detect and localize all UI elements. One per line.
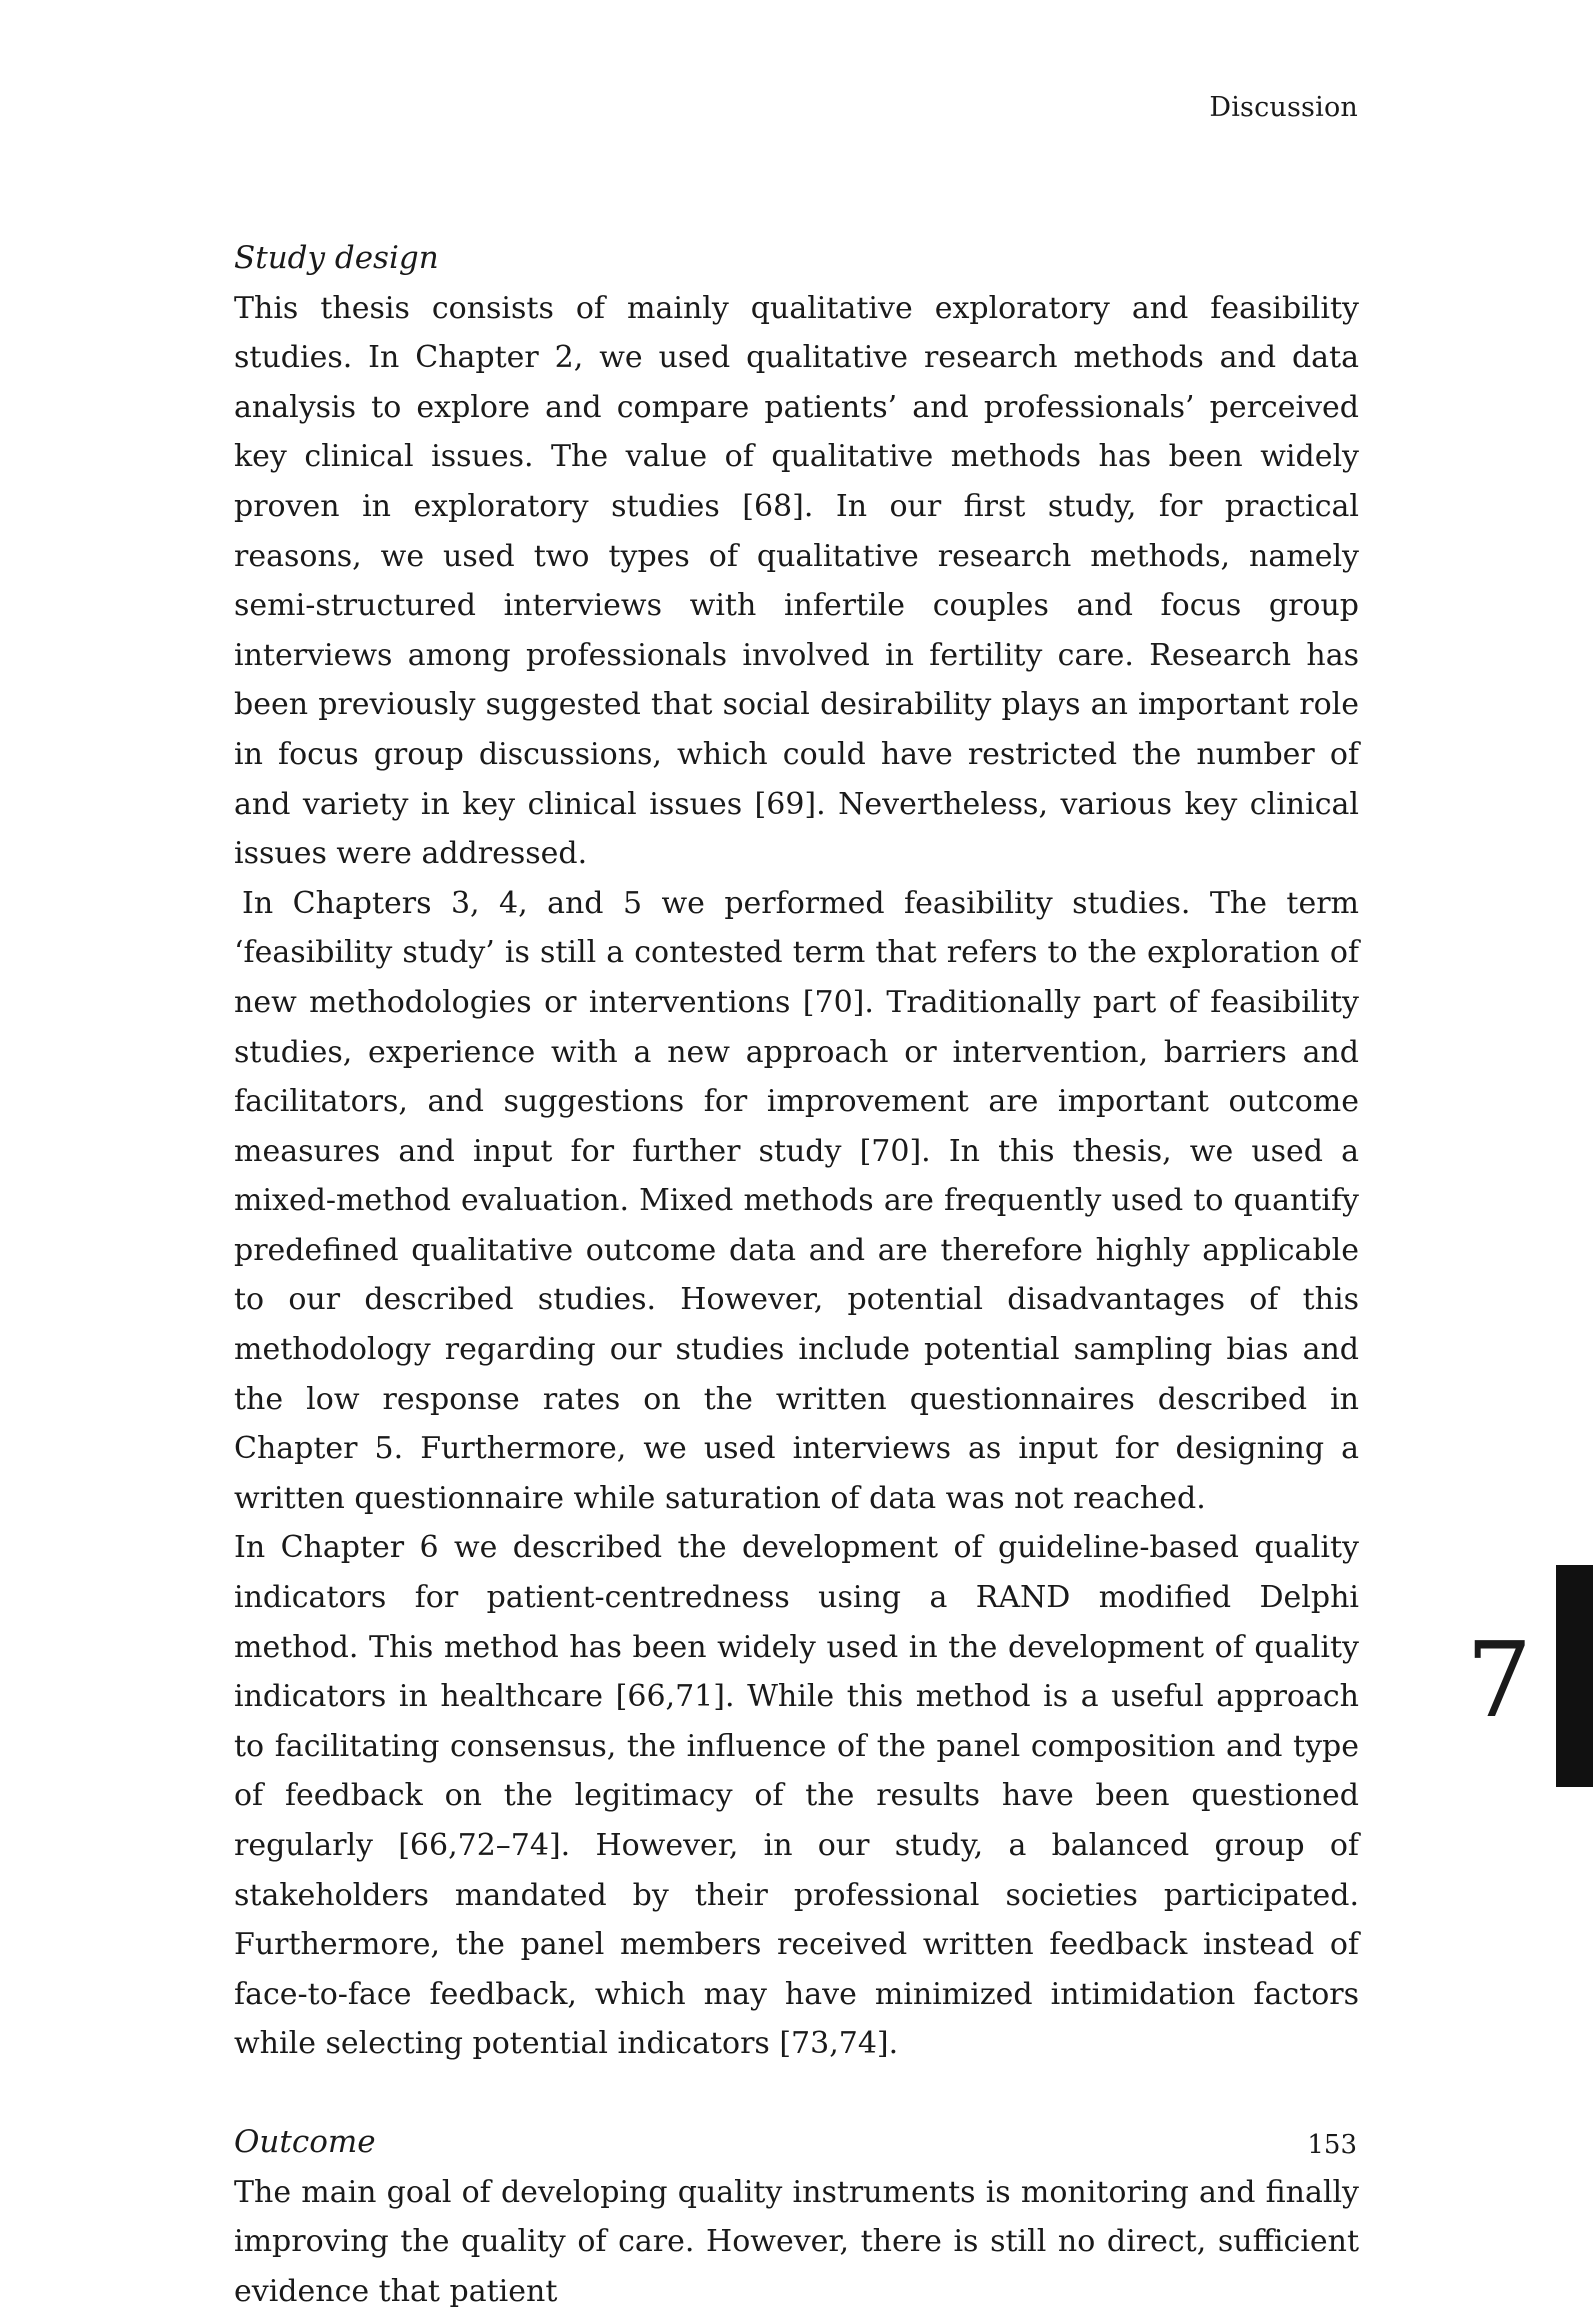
paragraph: This thesis consists of mainly qualitative exploratory and feasibility studies. In Chapter 2, we used qualitative research methods and data analysis to explore and compare patients’ and professionals’ perceived key clinical issues. The value of qualitative methods has been widely proven in exploratory studies [68]. In our first study, for practical reasons, we used two types of qualitative research methods, namely semi-structured interviews with infertile couples and focus group interviews among professionals involved in fertility care. Research has been previously suggested that social desirability plays an important role in focus group discussions, which could have restricted the number of and variety in key clinical issues [69]. Nevertheless, various key clinical issues were addressed. <box>234 290 1359 872</box>
page-number: 153 <box>1307 2130 1357 2160</box>
section-heading-study-design: Study design <box>234 240 439 276</box>
running-head: Discussion <box>1209 92 1358 123</box>
chapter-number: 7 <box>1466 1619 1533 1741</box>
section-spacer <box>234 2069 1359 2118</box>
paragraph: The main goal of developing quality instruments is monitoring and finally improving the quality of care. However, there is still no direct, sufficient evidence that patient <box>234 2174 1359 2309</box>
section-heading-outcome: Outcome <box>234 2123 376 2160</box>
paragraph: In Chapter 6 we described the development of guideline-based quality indicators for patient-centredness using a RAND modified Delphi method. This method has been widely used in the development of quality indicators in healthcare [66,71]. While this method is a useful approach to facilitating consensus, the influence of the panel composition and type of feedback on the legitimacy of the results have been questioned regularly [66,72–74]. However, in our study, a balanced group of stakeholders mandated by their professional societies participated. Furthermore, the panel members received written feedback instead of face-to-face feedback, which may have minimized intimidation factors while selecting potential indicators [73,74]. <box>234 1530 1359 2062</box>
paragraph: In Chapters 3, 4, and 5 we performed feasibility studies. The term ‘feasibility study’ is still a contested term that refers to the exploration of new methodologies or interventions [70]. Traditionally part of feasibility studies, experience with a new approach or intervention, barriers and facilitators, and suggestions for improvement are important outcome measures and input for further study [70]. In this thesis, we used a mixed-method evaluation. Mixed methods are frequently used to quantify predefined qualitative outcome data and are therefore highly applicable to our described studies. However, potential disadvantages of this methodology regarding our studies include potential sampling bias and the low response rates on the written questionnaires described in Chapter 5. Furthermore, we used interviews as input for designing a written questionnaire while saturation of data was not reached. <box>234 885 1359 1516</box>
chapter-thumb-tab <box>1556 1565 1593 1787</box>
page-body <box>234 234 1359 2316</box>
